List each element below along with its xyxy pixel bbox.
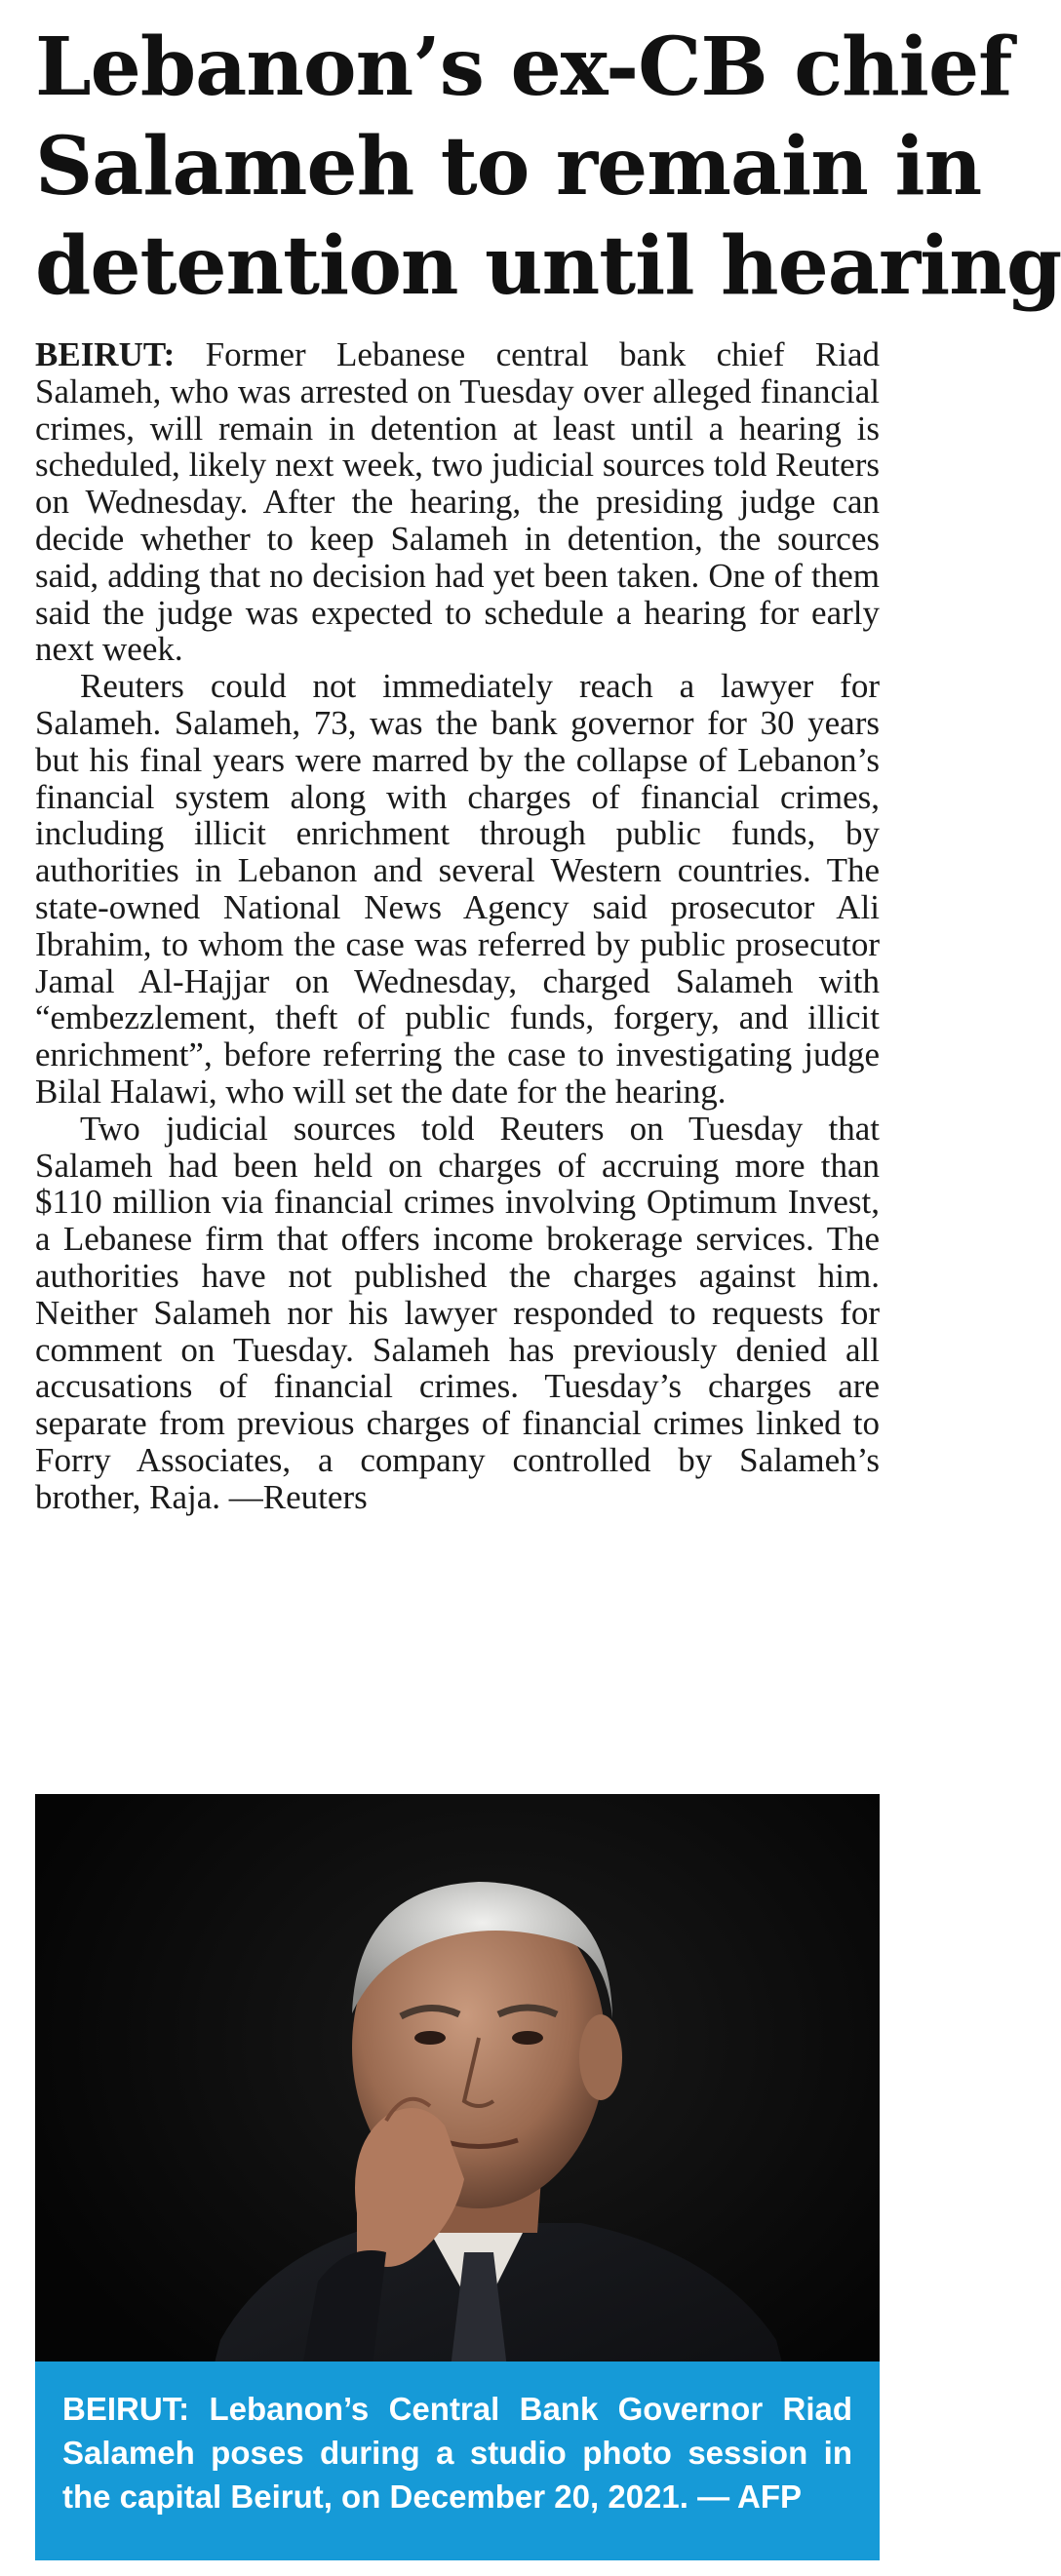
paragraph-1-text: Former Lebanese central bank chief Riad Salameh, who was arrested on Tuesday over alleged financial crimes, will remain in detention at least until a hearing is scheduled, likely next week, two judicial sources told Reuters on Wednesday. After the hearing, the presiding judge can decide whether to keep Salameh in detention, the sources said, adding that no decision had yet been taken. One of them said the judge was expected to schedule a hearing for early next week. xyxy=(35,335,880,669)
dateline: BEIRUT: xyxy=(35,335,176,373)
headline-line-3: detention until hearing xyxy=(35,219,1061,313)
headline-line-2: Salameh to remain in xyxy=(35,120,982,214)
headline-line-1: Lebanon’s ex-CB chief xyxy=(35,20,1012,114)
article-body xyxy=(35,336,880,1516)
article-paragraph-1 xyxy=(35,336,880,668)
article-paragraph-3: Two judicial sources told Reuters on Tuesday that Salameh had been held on charges of accruing more than $110 million via financial crimes involving Optimum Invest, a Lebanese firm that offers income brokerage services. The authorities have not published the charges against him. Neither Salameh nor his lawyer responded to requests for comment on Tuesday. Salameh has previously denied all accusations of financial crimes. Tuesday’s charges are separate from previous charges of financial crimes linked to Forry Associates, a company controlled by Salameh’s brother, Raja. —Reuters xyxy=(35,1109,880,1516)
photo-caption: BEIRUT: Lebanon’s Central Bank Governor Riad Salameh poses during a studio photo session in the capital Beirut, on December 20, 2021. — AFP xyxy=(35,2361,880,2560)
headline xyxy=(35,18,1061,316)
article-paragraph-2: Reuters could not immediately reach a lawyer for Salameh. Salameh, 73, was the bank governor for 30 years but his final years were marred by the collapse of Lebanon’s financial system along with charges of financial crimes, including illicit enrichment through public funds, by authorities in Lebanon and several Western countries. The state-owned National News Agency said prosecutor Ali Ibrahim, to whom the case was referred by public prosecutor Jamal Al-Hajjar on Wednesday, charged Salameh with “embezzlement, theft of public funds, forgery, and illicit enrichment”, before referring the case to investigating judge Bilal Halawi, who will set the date for the hearing. xyxy=(35,667,880,1111)
